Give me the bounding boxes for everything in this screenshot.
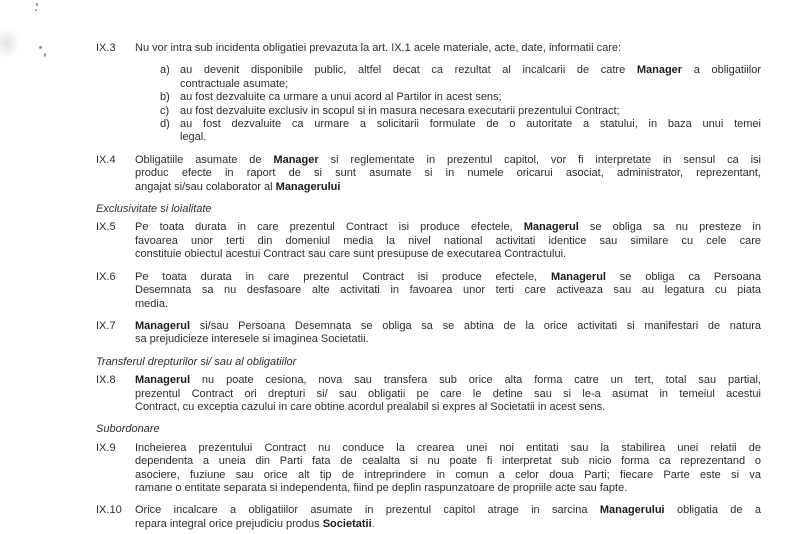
text-line <box>135 455 761 468</box>
text-segment: Obligatiile asumate de <box>135 153 274 166</box>
text-segment: Desemnata sa nu desfasoare alte activitati in favoarea unor terti care activeaza sau au legatura cu piata <box>135 284 761 297</box>
clause-number: IX.6 <box>96 270 116 283</box>
text-segment: au fost dezvaluite ca urmare a solicitarii formulate de o autoritate a statului, in baza unui temei <box>180 118 761 131</box>
text-line <box>135 504 761 517</box>
sublist-item-text <box>180 64 761 91</box>
bold-term: Managerul <box>550 270 606 283</box>
text-segment: constituie obiectul acestui Contract sau care sunt presupuse de executarea Contractului. <box>135 248 567 261</box>
text-segment: si/sau Persoana Desemnata se obliga sa se abtina de la orice activitati si manifestari de natura <box>190 319 761 332</box>
text-line <box>135 42 761 55</box>
sublist-item <box>135 64 761 91</box>
text-segment: prezentul Contract ori drepturi si/ sau obligatii pe care le detine sau si le-a asumat in temeiul acestui <box>135 387 761 400</box>
text-line <box>135 298 761 311</box>
clause-IX.5 <box>96 221 761 261</box>
text-line <box>135 442 761 455</box>
clause-number: IX.3 <box>96 42 116 54</box>
text-segment: Pe toata durata in care prezentul Contract isi produce efectele, <box>135 270 551 283</box>
clause-IX.3 <box>96 42 761 145</box>
scan-speckle <box>35 9 37 11</box>
text-line <box>135 374 761 387</box>
sublist-letter: d) <box>160 118 170 131</box>
clause-body <box>135 42 761 145</box>
clause-body <box>135 504 761 531</box>
bold-term: Managerul <box>135 374 191 387</box>
bold-term: Managerul <box>523 221 579 234</box>
text-line <box>135 518 761 531</box>
text-segment: Contract, cu exceptia cazului in care obtine acordul prealabil si expres al Societatii in acest sens. <box>135 400 606 413</box>
text-segment: ramane o entitate separata si independenta, fiind pe deplin raspunzatoare de propriile acte sau fapte. <box>135 481 628 494</box>
text-segment: Pe toata durata in care prezentul Contract isi produce efectele, <box>135 221 524 234</box>
clause-number: IX.10 <box>96 504 122 517</box>
text-segment: si reglementate in prezentul capitol, vor fi interpretate in sensul ca isi <box>318 153 762 166</box>
contract-sections <box>96 42 761 531</box>
clause-number: IX.9 <box>96 441 116 454</box>
sublist-letter: c) <box>160 104 170 117</box>
clause-IX.7 <box>96 320 761 347</box>
text-line <box>135 469 761 482</box>
text-segment: legal. <box>180 131 207 144</box>
text-line <box>135 284 761 297</box>
text-line <box>135 167 761 180</box>
sublist-item <box>135 118 761 145</box>
scan-speckle <box>43 53 46 57</box>
clause-body <box>135 320 761 347</box>
clause-body <box>135 271 761 311</box>
text-segment: dependenta a uneia din Parti fata de cealalta si nu poate fi interpretat sub nicio forma ca reprezentand o <box>135 455 761 468</box>
text-segment: . <box>371 517 375 530</box>
text-segment: favoarea unor terti din domeniul media la nivel national activitati identice sau similare cu cele care <box>135 234 761 247</box>
scan-smudge <box>0 28 20 58</box>
scan-speckle <box>39 46 42 49</box>
text-line <box>180 91 761 104</box>
scan-speckle <box>36 3 38 6</box>
clause-body <box>135 154 761 194</box>
clause-IX.9 <box>96 442 761 496</box>
clause-body <box>135 221 761 261</box>
text-segment: sa prejudicieze interesele si imaginea Societatii. <box>135 333 369 346</box>
section-heading: Transferul drepturilor si/ sau al obligatiilor <box>96 355 297 368</box>
clause-IX.8 <box>96 374 761 414</box>
text-line <box>135 333 761 346</box>
text-line <box>180 78 761 91</box>
text-line <box>135 235 761 248</box>
clause-IX.6 <box>96 271 761 311</box>
text-segment: se obliga sa nu presteze in <box>578 221 761 234</box>
clause-IX.10 <box>96 504 761 531</box>
text-line <box>135 401 761 414</box>
bold-term: Manager <box>273 153 319 166</box>
bold-term: Societatii <box>322 517 372 530</box>
sublist-item-text <box>180 91 761 104</box>
text-segment: se obliga ca Persoana <box>605 270 761 283</box>
text-segment: au fost dezvaluite ca urmare a unui acord al Partilor in acest sens; <box>180 91 502 104</box>
text-segment: asociere, fuziune sau orice alt tip de intreprindere in comun a celor doua Parti; fiecare Parte este si va <box>135 468 761 481</box>
bold-term: Managerul <box>135 319 191 332</box>
sublist-item-text <box>180 105 761 118</box>
text-segment: Orice incalcare a obligatiilor asumate in prezentul capitol atrage in sarcina <box>135 504 600 517</box>
text-segment: media. <box>135 297 169 310</box>
clause-number: IX.4 <box>96 153 116 166</box>
clause-body <box>135 442 761 496</box>
text-line <box>180 131 761 144</box>
text-segment: Nu vor intra sub incidenta obligatiei prevazuta la art. IX.1 acele materiale, acte, date, informatii care: <box>135 42 622 54</box>
text-segment: repara integral orice prejudiciu produs <box>135 517 323 530</box>
clause-sublist <box>135 64 761 144</box>
clause-number: IX.5 <box>96 221 116 234</box>
text-line <box>180 105 761 118</box>
text-line <box>135 248 761 261</box>
text-line <box>135 388 761 401</box>
text-line <box>135 181 761 194</box>
text-segment: au devenit disponibile public, altfel decat ca rezultat al incalcarii de catre <box>180 64 637 77</box>
bold-term: Manager <box>636 64 683 77</box>
text-line <box>135 271 761 284</box>
contract-text-block <box>96 42 761 534</box>
text-line <box>135 221 761 234</box>
bold-term: Managerului <box>275 180 341 193</box>
clause-IX.4 <box>96 154 761 194</box>
section-heading: Exclusivitate si loialitate <box>96 203 212 216</box>
section-heading: Subordonare <box>96 423 160 436</box>
clause-number: IX.7 <box>96 319 116 332</box>
text-segment: nu poate cesiona, nova sau transfera sub orice alta forma catre un tert, total sau partial, <box>190 374 761 387</box>
text-line <box>135 320 761 333</box>
text-segment: obligatia de a <box>664 504 762 517</box>
clause-number: IX.8 <box>96 374 116 387</box>
text-segment: au fost dezvaluite exclusiv in scopul si in masura necesara executarii prezentului Contract; <box>180 104 620 117</box>
sublist-letter: a) <box>160 64 170 77</box>
text-line <box>180 64 761 77</box>
sublist-letter: b) <box>160 91 170 104</box>
text-segment: a obligatiilor <box>682 64 761 77</box>
text-segment: contractuale asumate; <box>180 77 289 90</box>
text-line <box>135 482 761 495</box>
sublist-item <box>135 91 761 104</box>
sublist-item-text <box>180 118 761 145</box>
text-line <box>180 118 761 131</box>
text-segment: Incheierea prezentului Contract nu conduce la crearea unei noi entitati sau la stabilirea unei relatii de <box>135 441 761 454</box>
sublist-item <box>135 105 761 118</box>
bold-term: Managerului <box>599 504 665 517</box>
text-line <box>135 154 761 167</box>
clause-body <box>135 374 761 414</box>
text-segment: produc efecte in raport de si sunt asumate si in numele oricarui asociat, administrator, reprezentant, <box>135 167 761 180</box>
text-segment: angajat si/sau colaborator al <box>135 180 276 193</box>
